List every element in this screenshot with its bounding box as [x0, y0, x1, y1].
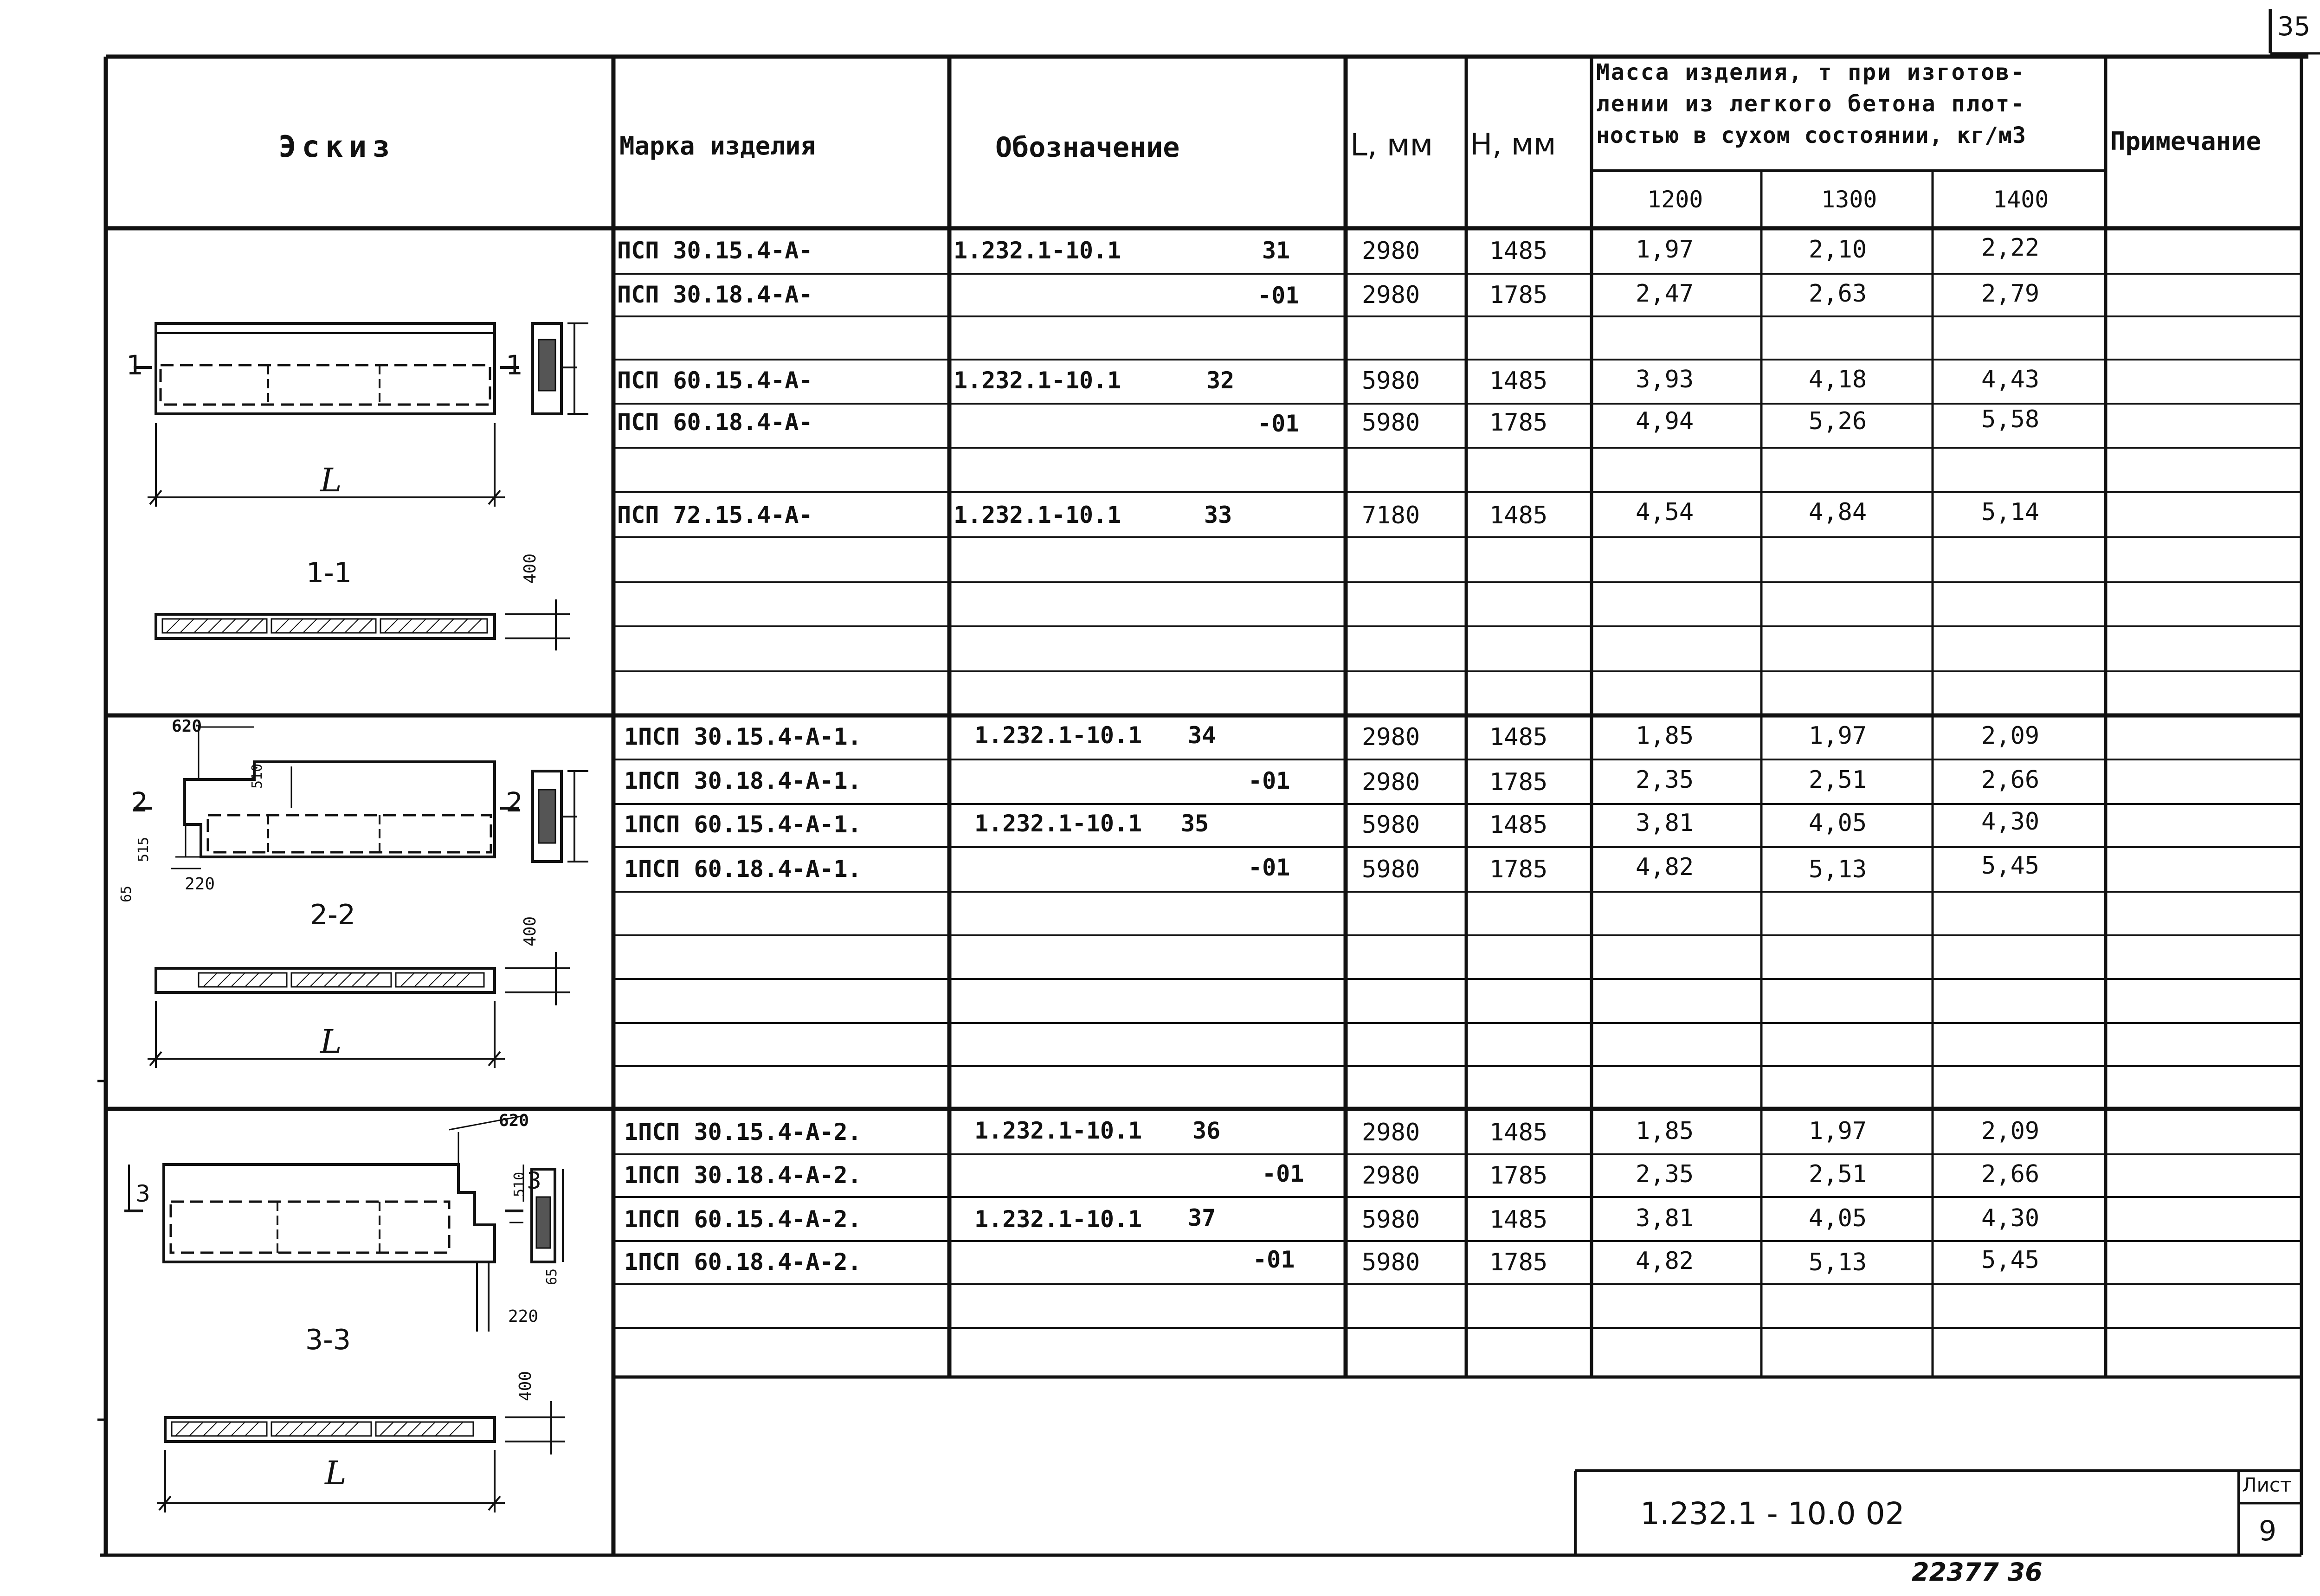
- cell-mass-1400: 5,58: [1981, 405, 2040, 433]
- cell-mark: 1ПСП 30.15.4-А-2.: [624, 1119, 862, 1146]
- cell-mass-1300: 2,10: [1809, 236, 1867, 264]
- cell-height: 1485: [1489, 367, 1548, 395]
- cell-sheet: -01: [1253, 1246, 1295, 1273]
- cell-sheet: -01: [1262, 1160, 1304, 1187]
- cell-mass-1300: 2,51: [1809, 766, 1867, 794]
- cell-height: 1785: [1489, 1162, 1548, 1190]
- cell-sheet: 32: [1206, 367, 1235, 394]
- cell-designation: 1.232.1-10.1: [954, 502, 1121, 528]
- cell-designation: 1.232.1-10.1: [974, 1117, 1142, 1144]
- cell-mass-1400: 4,43: [1981, 366, 2040, 393]
- cell-mass-1400: 5,45: [1981, 852, 2040, 880]
- dim-515: 515: [135, 837, 152, 862]
- cell-mass-1200: 2,35: [1636, 766, 1694, 794]
- cell-length: 2980: [1362, 723, 1420, 751]
- header-mark: Марка изделия: [619, 131, 816, 161]
- cell-mark: 1ПСП 30.15.4-А-1.: [624, 723, 862, 750]
- cell-height: 1485: [1489, 237, 1548, 265]
- section-mark-left: 1: [126, 349, 143, 381]
- cell-sheet: -01: [1248, 767, 1290, 794]
- length-label: L: [320, 461, 342, 499]
- cell-mass-1400: 2,09: [1981, 1117, 2040, 1145]
- cell-height: 1485: [1489, 1206, 1548, 1234]
- cell-designation: 1.232.1-10.1: [974, 1206, 1142, 1233]
- cell-height: 1785: [1489, 768, 1548, 796]
- cell-mark: ПСП 60.18.4-А-: [617, 409, 813, 436]
- cell-sheet: 33: [1204, 502, 1232, 528]
- cell-mass-1400: 5,14: [1981, 498, 2040, 526]
- thickness-dim: 400: [516, 1371, 535, 1401]
- cell-sheet: 35: [1181, 810, 1209, 837]
- cell-height: 1485: [1489, 502, 1548, 529]
- cell-mass-1300: 5,13: [1809, 856, 1867, 883]
- cell-mark: 1ПСП 60.18.4-А-1.: [624, 856, 862, 882]
- sheet-number: 9: [2259, 1515, 2277, 1547]
- cell-mass-1300: 1,97: [1809, 722, 1867, 750]
- section-mark-right: 2: [506, 786, 523, 818]
- thickness-dim: 400: [521, 553, 540, 584]
- dim-220: 220: [508, 1307, 539, 1326]
- cell-mass-1300: 5,13: [1809, 1248, 1867, 1276]
- cell-height: 1485: [1489, 723, 1548, 751]
- cell-mass-1300: 4,05: [1809, 1204, 1867, 1232]
- cell-length: 5980: [1362, 856, 1420, 883]
- cell-height: 1485: [1489, 1119, 1548, 1146]
- cell-length: 5980: [1362, 409, 1420, 437]
- dim-510: 510: [511, 1171, 528, 1197]
- header-mass-line1: Масса изделия, т при изготов-: [1596, 59, 2026, 85]
- cell-designation: 1.232.1-10.1: [954, 237, 1121, 264]
- cell-designation: 1.232.1-10.1: [974, 722, 1142, 749]
- dim-220: 220: [185, 875, 215, 894]
- cell-mass-1400: 2,22: [1981, 234, 2040, 262]
- cell-mass-1300: 4,18: [1809, 366, 1867, 393]
- cell-height: 1785: [1489, 856, 1548, 883]
- header-density-1300: 1300: [1821, 186, 1877, 213]
- cell-mass-1400: 2,66: [1981, 766, 2040, 794]
- dim-510: 510: [249, 763, 265, 789]
- cell-mass-1200: 1,85: [1636, 1117, 1694, 1145]
- cell-sheet: 34: [1188, 722, 1216, 749]
- header-density-1400: 1400: [1993, 186, 2049, 213]
- cell-mass-1200: 2,47: [1636, 280, 1694, 308]
- cell-length: 2980: [1362, 1119, 1420, 1146]
- length-label: L: [325, 1454, 347, 1492]
- cell-height: 1785: [1489, 1248, 1548, 1276]
- cell-designation: 1.232.1-10.1: [954, 367, 1121, 394]
- cell-length: 2980: [1362, 768, 1420, 796]
- cell-sheet: 37: [1188, 1204, 1216, 1231]
- cell-length: 5980: [1362, 1206, 1420, 1234]
- cell-mass-1300: 2,63: [1809, 280, 1867, 308]
- header-height: H, мм: [1470, 128, 1556, 162]
- cell-mass-1300: 2,51: [1809, 1160, 1867, 1188]
- cell-length: 2980: [1362, 1162, 1420, 1190]
- dim-620: 620: [499, 1111, 529, 1130]
- cell-length: 5980: [1362, 367, 1420, 395]
- section-label: 1-1: [306, 557, 352, 589]
- cell-mark: 1ПСП 30.18.4-А-1.: [624, 767, 862, 794]
- cell-mass-1200: 1,97: [1636, 236, 1694, 264]
- cell-mass-1300: 1,97: [1809, 1117, 1867, 1145]
- cell-mass-1300: 4,05: [1809, 809, 1867, 837]
- cell-length: 2980: [1362, 281, 1420, 309]
- section-mark-left: 2: [131, 786, 148, 818]
- cell-mark: ПСП 30.15.4-А-: [617, 237, 813, 264]
- cell-mass-1400: 4,30: [1981, 1204, 2040, 1232]
- cell-sheet: 36: [1192, 1117, 1221, 1144]
- cell-sheet: -01: [1257, 410, 1300, 437]
- dim-620: 620: [172, 717, 202, 736]
- panel-elevation-drawing: [106, 228, 613, 715]
- header-density-1200: 1200: [1647, 186, 1703, 213]
- cell-mass-1400: 4,30: [1981, 808, 2040, 836]
- cell-length: 7180: [1362, 502, 1420, 529]
- header-mass-line2: лении из легкого бетона плот-: [1596, 91, 2026, 117]
- cell-mark: ПСП 30.18.4-А-: [617, 281, 813, 308]
- thickness-dim: 400: [521, 916, 540, 946]
- cell-mass-1400: 5,45: [1981, 1246, 2040, 1274]
- cell-sheet: -01: [1257, 282, 1300, 309]
- cell-mark: 1ПСП 60.18.4-А-2.: [624, 1248, 862, 1275]
- cell-mark: 1ПСП 60.15.4-А-2.: [624, 1206, 862, 1233]
- header-mass-line3: ностью в сухом состоянии, кг/м3: [1596, 122, 2026, 148]
- length-label: L: [320, 1023, 342, 1061]
- cell-mass-1200: 3,81: [1636, 809, 1694, 837]
- cell-height: 1785: [1489, 281, 1548, 309]
- cell-mark: ПСП 60.15.4-А-: [617, 367, 813, 394]
- cell-sheet: 31: [1262, 237, 1290, 264]
- cell-length: 2980: [1362, 237, 1420, 265]
- cell-mass-1400: 2,09: [1981, 722, 2040, 750]
- section-mark-left: 3: [135, 1180, 150, 1207]
- cell-mark: ПСП 72.15.4-А-: [617, 502, 813, 528]
- footer-stamp: 22377 36: [1912, 1557, 2043, 1587]
- cell-mass-1200: 4,82: [1636, 853, 1694, 881]
- dim-65: 65: [544, 1268, 560, 1285]
- page-number: 35: [2277, 12, 2311, 42]
- section-mark-right: 3: [527, 1167, 541, 1194]
- cell-mass-1200: 2,35: [1636, 1160, 1694, 1188]
- header-designation: Обозначение: [995, 131, 1180, 164]
- cell-sheet: -01: [1248, 854, 1290, 881]
- cell-length: 5980: [1362, 811, 1420, 839]
- document-code: 1.232.1 - 10.0 02: [1640, 1496, 1905, 1532]
- header-sketch: Эскиз: [278, 130, 396, 164]
- cell-designation: 1.232.1-10.1: [974, 810, 1142, 837]
- cell-mass-1300: 5,26: [1809, 407, 1867, 435]
- section-label: 3-3: [305, 1324, 351, 1356]
- cell-mass-1200: 4,82: [1636, 1247, 1694, 1275]
- header-length: L, мм: [1350, 127, 1433, 163]
- header-note: Примечание: [2110, 127, 2262, 156]
- sheet-label: Лист: [2242, 1474, 2292, 1496]
- dim-65: 65: [118, 885, 135, 902]
- cell-length: 5980: [1362, 1248, 1420, 1276]
- cell-mass-1200: 4,94: [1636, 407, 1694, 435]
- cell-mass-1400: 2,79: [1981, 280, 2040, 308]
- cell-mass-1200: 1,85: [1636, 722, 1694, 750]
- cell-mass-1200: 4,54: [1636, 498, 1694, 526]
- cell-mass-1300: 4,84: [1809, 498, 1867, 526]
- cell-mass-1200: 3,81: [1636, 1204, 1694, 1232]
- cell-mark: 1ПСП 30.18.4-А-2.: [624, 1162, 862, 1189]
- cell-mass-1400: 2,66: [1981, 1160, 2040, 1188]
- cell-mark: 1ПСП 60.15.4-А-1.: [624, 811, 862, 838]
- cell-height: 1785: [1489, 409, 1548, 437]
- section-label: 2-2: [310, 899, 355, 931]
- cell-height: 1485: [1489, 811, 1548, 839]
- cell-mass-1200: 3,93: [1636, 366, 1694, 393]
- section-mark-right: 1: [506, 349, 523, 381]
- panel-elevation-drawing: [106, 715, 613, 1109]
